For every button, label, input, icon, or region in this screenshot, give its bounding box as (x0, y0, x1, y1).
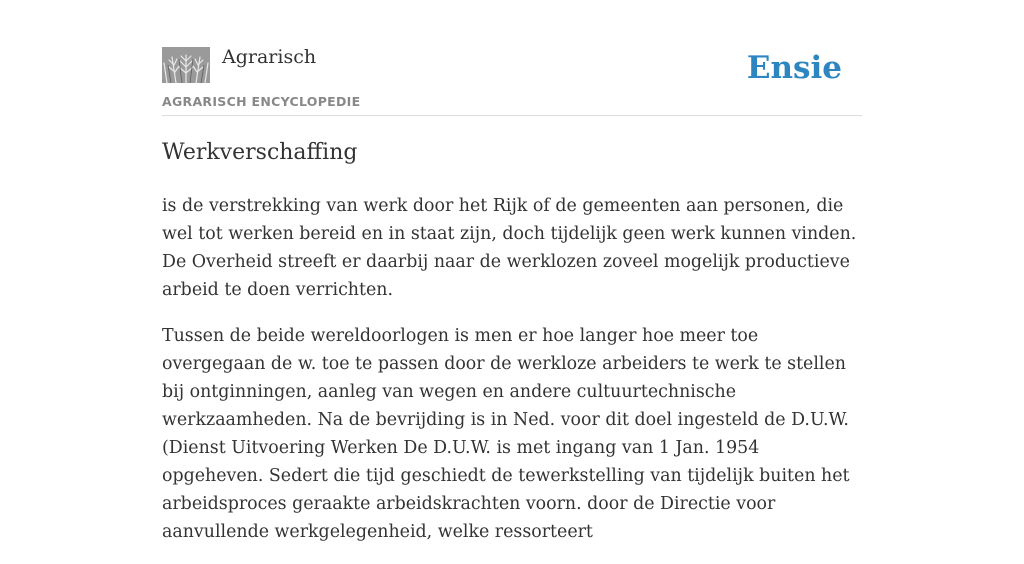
source-subtitle: AGRARISCH ENCYCLOPEDIE (162, 94, 361, 109)
article-body (162, 192, 862, 564)
article-paragraph: Tussen de beide wereldoorlogen is men er hoe langer hoe meer toe overgegaan de w. toe te passen door de werkloze arbeiders te werk te stellen bij ontginningen, aanleg van wegen en andere cultuurtechnische werkzaamheden. Na de bevrijding is in Ned. voor dit doel ingesteld de D.U.W. (Dienst Uitvoering Werken De D.U.W. is met ingang van 1 Jan. 1954 opgeheven. Sedert die tijd geschiedt de tewerkstelling van tijdelijk buiten het arbeidsproces geraakte arbeidskrachten voorn. door de Directie voor aanvullende werkgelegenheid, welke ressorteert (162, 326, 850, 542)
source-name[interactable]: Agrarisch (222, 46, 317, 68)
article-paragraph: is de verstrekking van werk door het Rijk of de gemeenten aan personen, die wel tot werken bereid en in staat zijn, doch tijdelijk geen werk kunnen vinden. De Overheid streeft er daarbij naar de werklozen zoveel mogelijk productieve arbeid te doen verrichten. (162, 196, 857, 300)
source-header (162, 0, 862, 116)
wheat-logo-icon[interactable] (162, 47, 210, 83)
page (162, 0, 862, 542)
brand-logo-link[interactable]: Ensie (746, 50, 842, 86)
article-title: Werkverschaffing (162, 140, 358, 165)
